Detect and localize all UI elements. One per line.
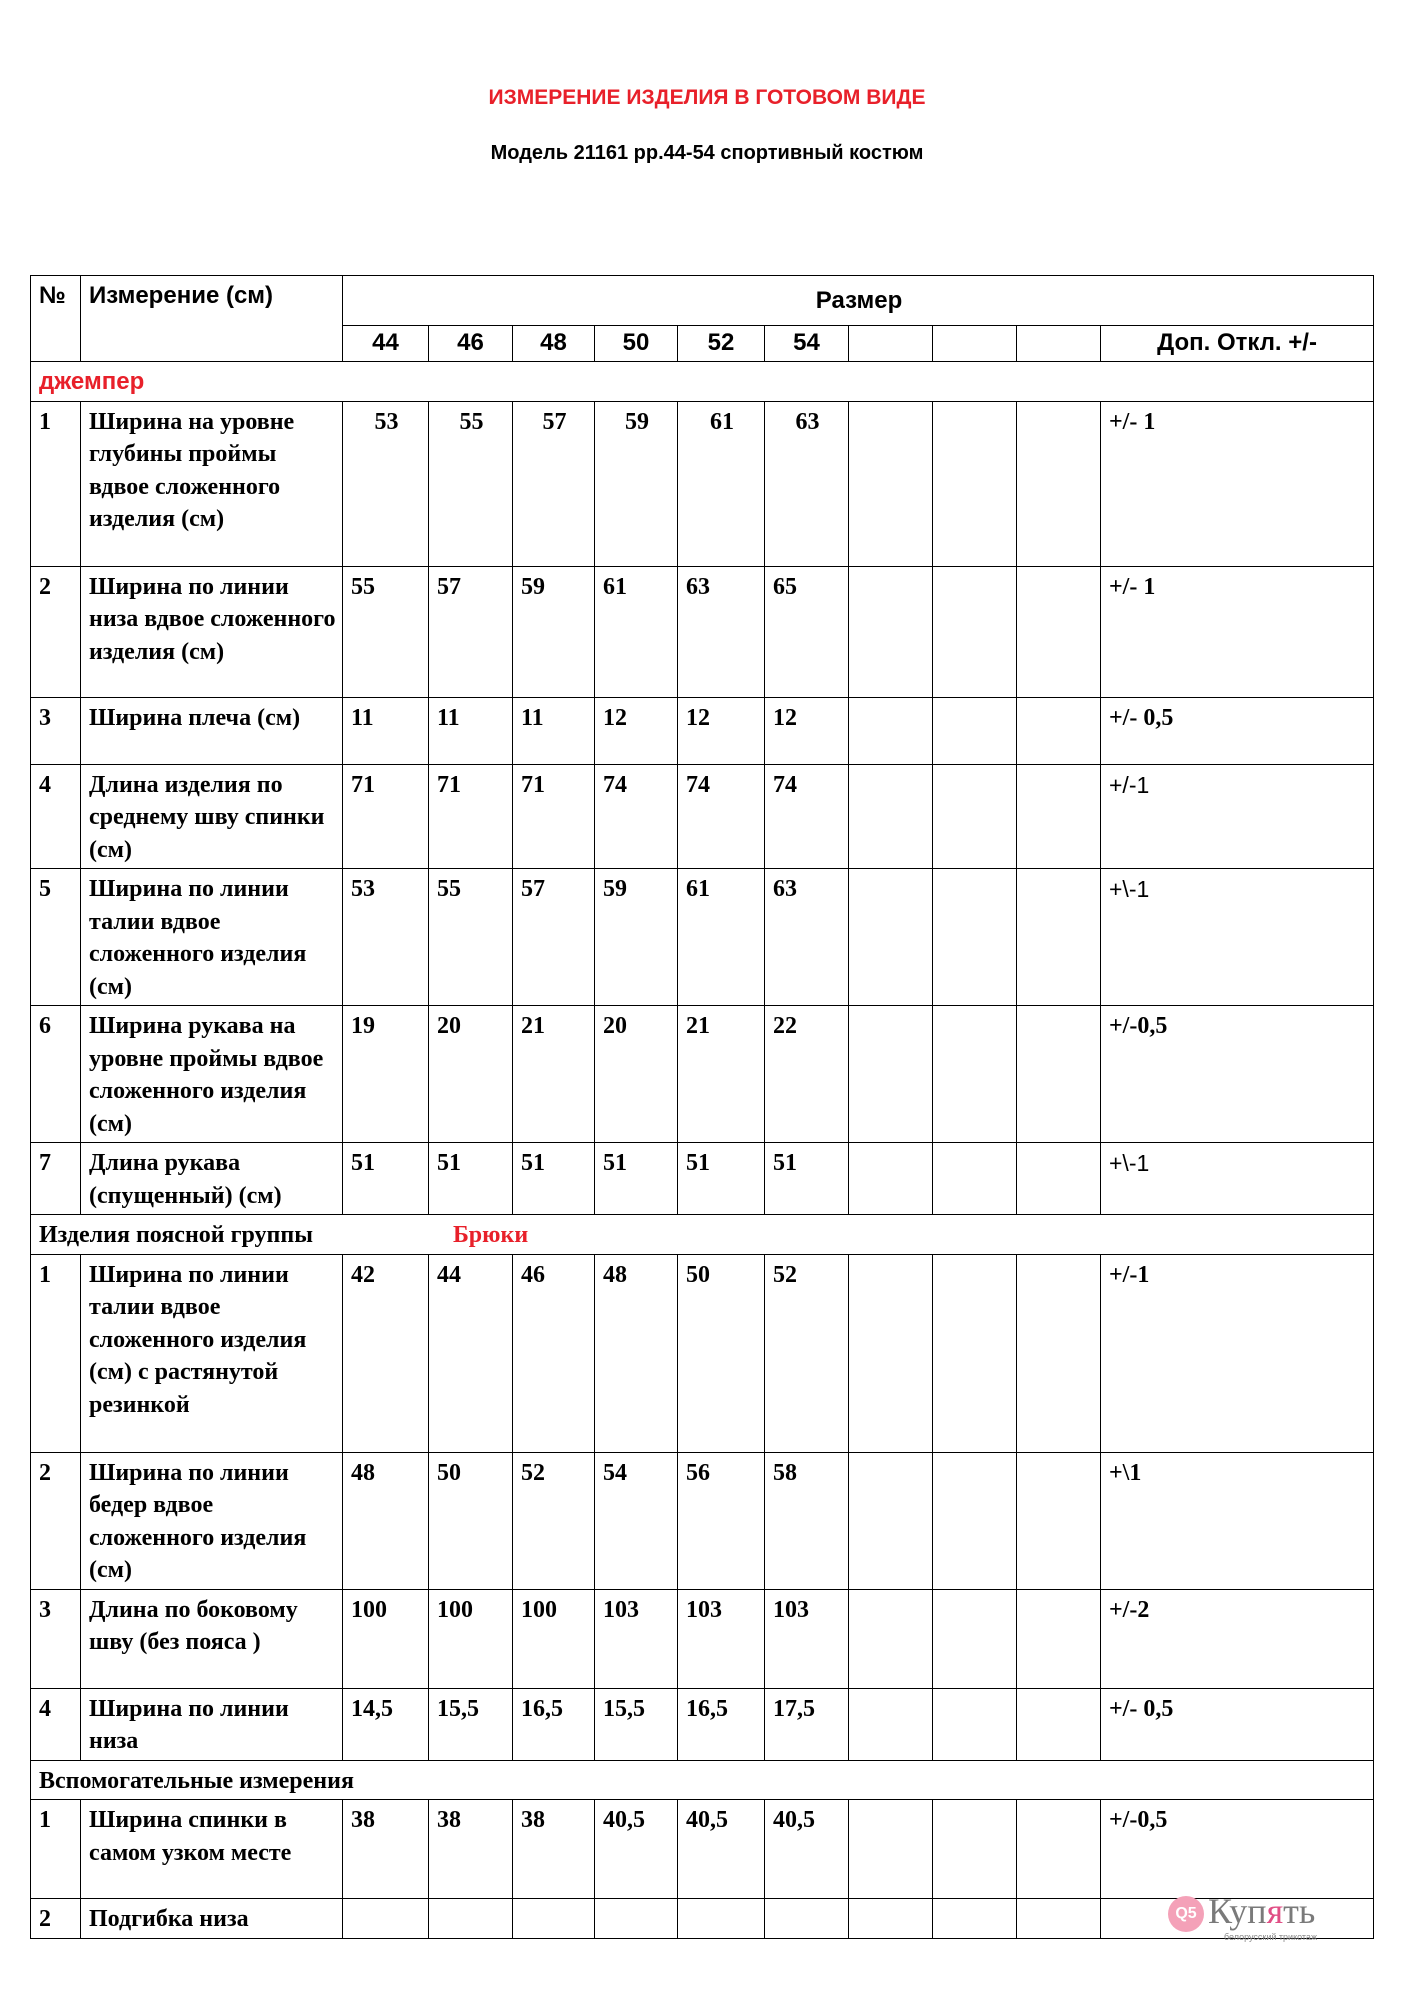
measure-label: Подгибка низа (81, 1899, 343, 1939)
value-cell: 59 (513, 566, 595, 697)
row-number: 2 (31, 566, 81, 697)
value-cell: 51 (513, 1143, 595, 1215)
table-row (31, 1006, 1374, 1143)
empty-cell (849, 1899, 933, 1939)
value-cell: 59 (595, 869, 678, 1006)
tolerance-cell: +\-1 (1101, 1143, 1374, 1215)
value-cell: 21 (678, 1006, 765, 1143)
value-cell: 17,5 (765, 1688, 849, 1760)
empty-cell (849, 1143, 933, 1215)
row-number: 1 (31, 401, 81, 566)
measure-label: Длина по боковому шву (без пояса ) (81, 1589, 343, 1688)
size-col: 50 (595, 326, 678, 362)
empty-cell (933, 764, 1017, 869)
value-cell: 65 (765, 566, 849, 697)
row-number: 3 (31, 697, 81, 764)
value-cell: 38 (513, 1800, 595, 1899)
value-cell: 71 (513, 764, 595, 869)
empty-cell (1017, 1254, 1101, 1452)
empty-cell (849, 1589, 933, 1688)
value-cell: 103 (595, 1589, 678, 1688)
empty-cell (933, 697, 1017, 764)
value-cell: 51 (678, 1143, 765, 1215)
value-cell: 74 (678, 764, 765, 869)
empty-cell (1017, 764, 1101, 869)
value-cell: 63 (765, 401, 849, 566)
empty-cell (933, 1589, 1017, 1688)
value-cell: 11 (513, 697, 595, 764)
section-row (31, 362, 1374, 402)
empty-cell (933, 566, 1017, 697)
value-cell: 12 (595, 697, 678, 764)
value-cell: 100 (343, 1589, 429, 1688)
table-row (31, 1254, 1374, 1452)
empty-cell (1017, 1899, 1101, 1939)
value-cell: 20 (595, 1006, 678, 1143)
empty-cell (849, 697, 933, 764)
tolerance-cell: +/-2 (1101, 1589, 1374, 1688)
value-cell: 57 (513, 869, 595, 1006)
empty-cell (849, 401, 933, 566)
value-cell: 12 (678, 697, 765, 764)
empty-cell (933, 1254, 1017, 1452)
tolerance-cell: +/- 1 (1101, 566, 1374, 697)
row-number: 1 (31, 1254, 81, 1452)
value-cell (765, 1899, 849, 1939)
value-cell: 38 (429, 1800, 513, 1899)
value-cell: 57 (513, 401, 595, 566)
value-cell: 61 (678, 401, 765, 566)
empty-cell (1017, 1688, 1101, 1760)
empty-cell (1017, 1143, 1101, 1215)
section-aux: Вспомогательные измерения (39, 1767, 354, 1794)
tolerance-cell: +\1 (1101, 1452, 1374, 1589)
value-cell: 46 (513, 1254, 595, 1452)
header-measure: Измерение (см) (81, 276, 343, 362)
value-cell: 103 (678, 1589, 765, 1688)
value-cell: 52 (765, 1254, 849, 1452)
tolerance-cell: +/-0,5 (1101, 1800, 1374, 1899)
value-cell: 50 (678, 1254, 765, 1452)
value-cell: 52 (513, 1452, 595, 1589)
table-row (31, 869, 1374, 1006)
table-row (31, 1800, 1374, 1899)
value-cell: 74 (595, 764, 678, 869)
value-cell: 16,5 (513, 1688, 595, 1760)
value-cell: 61 (678, 869, 765, 1006)
row-number: 7 (31, 1143, 81, 1215)
row-number: 2 (31, 1452, 81, 1589)
tolerance-cell: +/-1 (1101, 764, 1374, 869)
value-cell: 51 (343, 1143, 429, 1215)
value-cell (513, 1899, 595, 1939)
empty-cell (933, 401, 1017, 566)
empty-cell (849, 1800, 933, 1899)
value-cell: 51 (595, 1143, 678, 1215)
value-cell: 11 (343, 697, 429, 764)
value-cell: 44 (429, 1254, 513, 1452)
size-col: 46 (429, 326, 513, 362)
value-cell: 53 (343, 401, 429, 566)
value-cell: 74 (765, 764, 849, 869)
empty-cell (849, 566, 933, 697)
value-cell: 71 (429, 764, 513, 869)
logo-tagline: белорусский трикотаж (1224, 1932, 1317, 1942)
value-cell: 55 (429, 401, 513, 566)
row-number: 2 (31, 1899, 81, 1939)
header-tolerance: Доп. Откл. +/- (1101, 326, 1374, 362)
value-cell: 11 (429, 697, 513, 764)
measure-label: Длина рукава (спущенный) (см) (81, 1143, 343, 1215)
row-number: 3 (31, 1589, 81, 1688)
value-cell: 12 (765, 697, 849, 764)
measure-label: Ширина по линии талии вдвое сложенного изделия (см) с растянутой резинкой (81, 1254, 343, 1452)
value-cell: 59 (595, 401, 678, 566)
row-number: 5 (31, 869, 81, 1006)
value-cell: 16,5 (678, 1688, 765, 1760)
empty-size-col (849, 326, 933, 362)
value-cell: 58 (765, 1452, 849, 1589)
value-cell: 71 (343, 764, 429, 869)
value-cell: 57 (429, 566, 513, 697)
empty-cell (933, 1800, 1017, 1899)
value-cell: 63 (765, 869, 849, 1006)
size-col: 52 (678, 326, 765, 362)
table-row (31, 1688, 1374, 1760)
value-cell: 50 (429, 1452, 513, 1589)
empty-size-col (1017, 326, 1101, 362)
value-cell: 51 (765, 1143, 849, 1215)
empty-cell (933, 1006, 1017, 1143)
empty-cell (849, 1254, 933, 1452)
section-jumper: джемпер (39, 368, 145, 395)
tolerance-cell: +/- 0,5 (1101, 697, 1374, 764)
header-no: № (31, 276, 81, 362)
row-number: 4 (31, 764, 81, 869)
section-row (31, 1215, 1374, 1255)
page-subtitle: Модель 21161 рр.44-54 спортивный костюм (490, 142, 924, 164)
empty-cell (1017, 401, 1101, 566)
value-cell: 54 (595, 1452, 678, 1589)
value-cell: 14,5 (343, 1688, 429, 1760)
empty-cell (1017, 1800, 1101, 1899)
value-cell: 100 (513, 1589, 595, 1688)
measure-label: Ширина рукава на уровне проймы вдвое сложенного изделия (см) (81, 1006, 343, 1143)
empty-cell (933, 1452, 1017, 1589)
value-cell (429, 1899, 513, 1939)
value-cell: 53 (343, 869, 429, 1006)
empty-cell (1017, 1006, 1101, 1143)
empty-size-col (933, 326, 1017, 362)
value-cell: 40,5 (678, 1800, 765, 1899)
measure-label: Ширина на уровне глубины проймы вдвое сложенного изделия (см) (81, 401, 343, 566)
empty-cell (1017, 1589, 1101, 1688)
empty-cell (849, 1452, 933, 1589)
empty-cell (933, 1899, 1017, 1939)
value-cell: 48 (595, 1254, 678, 1452)
value-cell: 56 (678, 1452, 765, 1589)
value-cell: 21 (513, 1006, 595, 1143)
value-cell: 100 (429, 1589, 513, 1688)
value-cell: 63 (678, 566, 765, 697)
logo-badge-icon: Q5 (1168, 1896, 1204, 1932)
table-row (31, 401, 1374, 566)
tolerance-cell: +\-1 (1101, 869, 1374, 1006)
value-cell: 40,5 (765, 1800, 849, 1899)
value-cell: 19 (343, 1006, 429, 1143)
tolerance-cell: +/-0,5 (1101, 1006, 1374, 1143)
value-cell (595, 1899, 678, 1939)
value-cell: 48 (343, 1452, 429, 1589)
brand-logo (1168, 1888, 1368, 1948)
value-cell: 55 (429, 869, 513, 1006)
value-cell: 103 (765, 1589, 849, 1688)
section-pants: Брюки (452, 1222, 529, 1248)
empty-cell (849, 869, 933, 1006)
empty-cell (849, 1006, 933, 1143)
measure-label: Ширина по линии талии вдвое сложенного изделия (см) (81, 869, 343, 1006)
value-cell: 42 (343, 1254, 429, 1452)
empty-cell (849, 764, 933, 869)
page-title: ИЗМЕРЕНИЕ ИЗДЕЛИЯ В ГОТОВОМ ВИДЕ (488, 86, 926, 109)
empty-cell (933, 1688, 1017, 1760)
measure-label: Длина изделия по среднему шву спинки (см) (81, 764, 343, 869)
value-cell: 20 (429, 1006, 513, 1143)
row-number: 4 (31, 1688, 81, 1760)
empty-cell (933, 869, 1017, 1006)
table-row (31, 1589, 1374, 1688)
measure-label: Ширина плеча (см) (81, 697, 343, 764)
empty-cell (1017, 566, 1101, 697)
table-row (31, 764, 1374, 869)
value-cell: 55 (343, 566, 429, 697)
value-cell: 15,5 (595, 1688, 678, 1760)
section-waist: Изделия поясной группы (39, 1222, 313, 1248)
row-number: 1 (31, 1800, 81, 1899)
empty-cell (849, 1688, 933, 1760)
value-cell (678, 1899, 765, 1939)
empty-cell (1017, 869, 1101, 1006)
size-col: 44 (343, 326, 429, 362)
value-cell (343, 1899, 429, 1939)
measure-label: Ширина по линии низа вдвое сложенного изделия (см) (81, 566, 343, 697)
empty-cell (1017, 697, 1101, 764)
value-cell: 22 (765, 1006, 849, 1143)
row-number: 6 (31, 1006, 81, 1143)
measure-label: Ширина спинки в самом узком месте (81, 1800, 343, 1899)
empty-cell (1017, 1452, 1101, 1589)
empty-cell (933, 1143, 1017, 1215)
tolerance-cell: +/-1 (1101, 1254, 1374, 1452)
table-row (31, 1143, 1374, 1215)
tolerance-cell: +/- 0,5 (1101, 1688, 1374, 1760)
table-row (31, 697, 1374, 764)
value-cell: 15,5 (429, 1688, 513, 1760)
tolerance-cell: +/- 1 (1101, 401, 1374, 566)
measure-label: Ширина по линии бедер вдвое сложенного изделия (см) (81, 1452, 343, 1589)
value-cell: 40,5 (595, 1800, 678, 1899)
value-cell: 61 (595, 566, 678, 697)
table-row (31, 566, 1374, 697)
logo-wordmark: Купять (1208, 1891, 1316, 1931)
header-size: Размер (343, 276, 1374, 326)
value-cell: 38 (343, 1800, 429, 1899)
table-row (31, 1452, 1374, 1589)
size-col: 48 (513, 326, 595, 362)
section-row (31, 1760, 1374, 1800)
measurement-table (30, 275, 1374, 1939)
value-cell: 51 (429, 1143, 513, 1215)
measure-label: Ширина по линии низа (81, 1688, 343, 1760)
size-col: 54 (765, 326, 849, 362)
